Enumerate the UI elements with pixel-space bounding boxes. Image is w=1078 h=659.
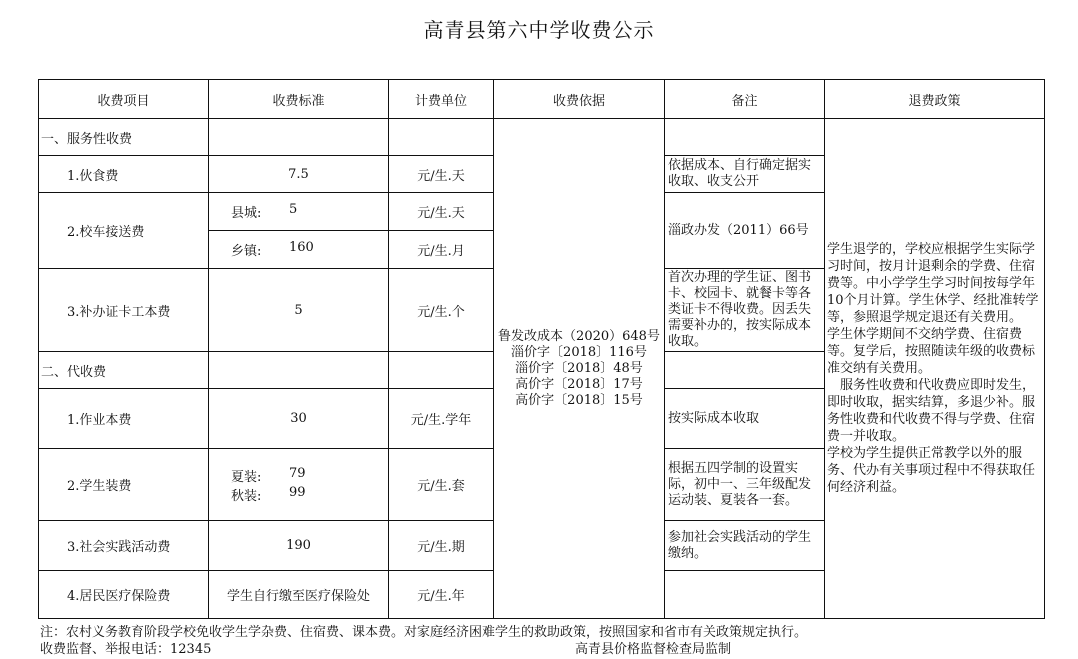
header-refund: 退费政策 bbox=[825, 80, 1045, 119]
header-basis: 收费依据 bbox=[494, 80, 665, 119]
footer-hotline: 收费监督、举报电话：12345 bbox=[40, 642, 212, 657]
standard-value bbox=[209, 449, 389, 521]
autumn-label: 秋装: bbox=[231, 488, 262, 504]
standard-value bbox=[209, 193, 389, 231]
autumn-value: 99 bbox=[289, 484, 306, 500]
item-name: 2.学生装费 bbox=[39, 449, 209, 521]
refund-paragraph: 学生退学的，学校应根据学生实际学习时间，按月计退剩余的学费、住宿费等。中小学学生学习时间按每学年10个月计算。学生休学、经批准转学等，参照退学规定退还有关费用。 bbox=[827, 242, 1039, 325]
refund-policy bbox=[825, 119, 1045, 619]
remark-text: 依据成本、自行确定据实收取、收支公开 bbox=[665, 156, 825, 193]
item-name: 3.补办证卡工本费 bbox=[39, 269, 209, 352]
footer-note: 注：农村义务教育阶段学校免收学生学杂费、住宿费、课本费。对家庭经济困难学生的救助政策，按照国家和省市有关政策规定执行。 bbox=[40, 625, 808, 640]
unit-value: 元/生.期 bbox=[389, 521, 494, 571]
header-row bbox=[39, 80, 1045, 119]
unit-value: 元/生.个 bbox=[389, 269, 494, 352]
county-value: 5 bbox=[289, 202, 298, 217]
town-value: 160 bbox=[289, 240, 314, 255]
standard-value: 5 bbox=[209, 269, 389, 352]
remark-text: 按实际成本收取 bbox=[665, 389, 825, 449]
basis-line: 高价字〔2018〕15号 bbox=[515, 392, 643, 408]
standard-value: 30 bbox=[209, 389, 389, 449]
item-name: 3.社会实践活动费 bbox=[39, 521, 209, 571]
header-unit: 计费单位 bbox=[389, 80, 494, 119]
county-label: 县城: bbox=[231, 206, 262, 221]
basis-line: 高价字〔2018〕17号 bbox=[515, 376, 643, 392]
summer-label: 夏装: bbox=[231, 469, 262, 485]
item-name: 4.居民医疗保险费 bbox=[39, 571, 209, 619]
item-name: 2.校车接送费 bbox=[39, 193, 209, 269]
page-title: 高青县第六中学收费公示 bbox=[423, 18, 655, 42]
section-service: 一、服务性收费 bbox=[39, 119, 209, 156]
header-remarks: 备注 bbox=[665, 80, 825, 119]
fee-table bbox=[38, 79, 1045, 619]
standard-value: 190 bbox=[209, 521, 389, 571]
town-label: 乡镇: bbox=[231, 244, 262, 259]
basis-line: 淄价字〔2018〕116号 bbox=[511, 344, 647, 360]
footer-supervisor: 高青县价格监督检查局监制 bbox=[575, 642, 732, 657]
refund-paragraph: 学校为学生提供正常教学以外的服务、代办有关事项过程中不得获取任何经济利益。 bbox=[827, 446, 1036, 495]
unit-value: 元/生.天 bbox=[389, 193, 494, 231]
section-agency: 二、代收费 bbox=[39, 352, 209, 389]
remark-text: 淄政办发（2011）66号 bbox=[665, 193, 825, 269]
unit-value: 元/生.天 bbox=[389, 156, 494, 193]
remark-text: 根据五四学制的设置实际，初中一、三年级配发运动装、夏装各一套。 bbox=[665, 449, 825, 521]
basis-line: 鲁发改成本（2020）648号 bbox=[498, 328, 660, 344]
remark-text: 首次办理的学生证、图书卡、校园卡、就餐卡等各类证卡不得收费。因丢失需要补办的，按实际成本收取。 bbox=[665, 269, 825, 352]
refund-paragraph: 服务性收费和代收费应即时发生，即时收取，据实结算，多退少补。服务性收费和代收费不得与学费、住宿费一并收取。 bbox=[827, 378, 1036, 444]
standard-value: 学生自行缴至医疗保险处 bbox=[209, 571, 389, 619]
remark-text: 参加社会实践活动的学生缴纳。 bbox=[665, 521, 825, 571]
standard-value bbox=[209, 231, 389, 269]
header-item: 收费项目 bbox=[39, 80, 209, 119]
unit-value: 元/生.月 bbox=[389, 231, 494, 269]
unit-value: 元/生.年 bbox=[389, 571, 494, 619]
basis-cell bbox=[494, 119, 665, 619]
refund-paragraph: 学生休学期间不交纳学费、住宿费等。复学后，按照随读年级的收费标准交纳有关费用。 bbox=[827, 327, 1036, 376]
item-name: 1.作业本费 bbox=[39, 389, 209, 449]
basis-line: 淄价字〔2018〕48号 bbox=[515, 360, 643, 376]
summer-value: 79 bbox=[289, 465, 306, 481]
item-name: 1.伙食费 bbox=[39, 156, 209, 193]
standard-value: 7.5 bbox=[209, 156, 389, 193]
header-standard: 收费标准 bbox=[209, 80, 389, 119]
table-row bbox=[39, 119, 1045, 156]
unit-value: 元/生.学年 bbox=[389, 389, 494, 449]
unit-value: 元/生.套 bbox=[389, 449, 494, 521]
